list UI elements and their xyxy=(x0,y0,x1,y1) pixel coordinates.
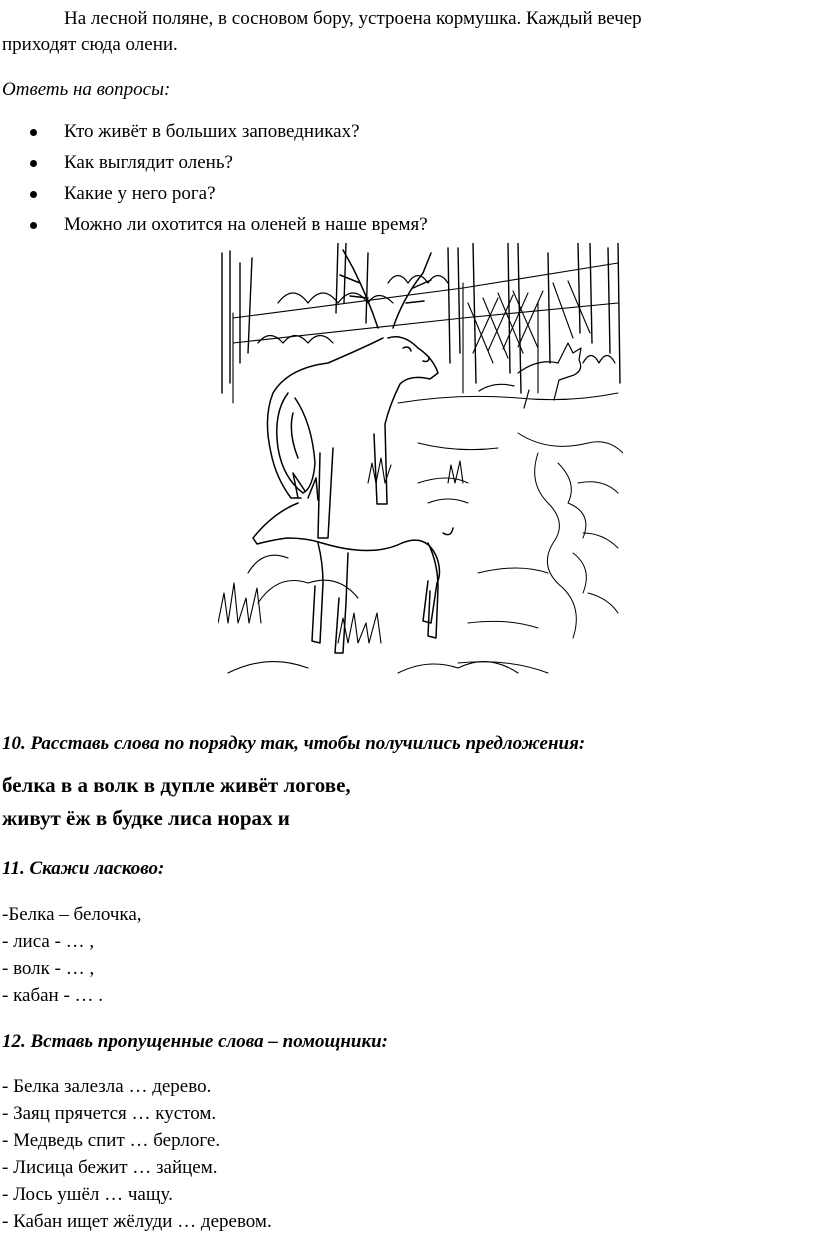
list-item: - волк - … , xyxy=(2,958,95,979)
intro-line-1: На лесной поляне, в сосновом бору, устроена кормушка. Каждый вечер xyxy=(64,8,642,29)
task10-line-1: белка в а волк в дупле живёт логове, xyxy=(2,773,351,797)
list-item: Можно ли охотится на оленей в наше время? xyxy=(0,213,428,244)
list-item: - Заяц прячется … кустом. xyxy=(2,1103,217,1124)
pine-foliage xyxy=(258,276,615,364)
bullet-icon xyxy=(30,129,37,136)
list-item: -Белка – белочка, xyxy=(2,904,142,925)
bullet-icon xyxy=(30,160,37,167)
task10-heading: 10. Расставь слова по порядку так, чтобы получились предложения: xyxy=(2,733,586,754)
list-item: - лиса - … , xyxy=(2,931,95,952)
list-item: Кто живёт в больших заповедниках? xyxy=(0,120,428,151)
task12-heading: 12. Вставь пропущенные слова – помощники: xyxy=(2,1031,388,1052)
answer-heading: Ответь на вопросы: xyxy=(2,79,171,100)
small-deer xyxy=(253,473,453,653)
question-list xyxy=(0,120,428,244)
list-item: - Лисица бежит … зайцем. xyxy=(2,1157,218,1178)
list-item: - Кабан ищет жёлуди … деревом. xyxy=(2,1211,272,1232)
bullet-icon xyxy=(30,191,37,198)
deer-forest-illustration xyxy=(218,243,623,683)
intro-line-2: приходят сюда олени. xyxy=(2,34,178,55)
bullet-icon xyxy=(30,222,37,229)
task10-line-2: живут ёж в будке лиса норах и xyxy=(2,806,290,830)
list-item: Какие у него рога? xyxy=(0,182,428,213)
list-item: - Медведь спит … берлоге. xyxy=(2,1130,221,1151)
fence xyxy=(233,263,618,403)
fox-outline xyxy=(479,343,581,408)
tree-trunks xyxy=(222,243,620,393)
list-item: - Лось ушёл … чащу. xyxy=(2,1184,173,1205)
task11-heading: 11. Скажи ласково: xyxy=(2,858,165,879)
ground-lines xyxy=(398,393,623,673)
list-item: - Белка залезла … дерево. xyxy=(2,1076,212,1097)
list-item: Как выглядит олень? xyxy=(0,151,428,182)
list-item: - кабан - … . xyxy=(2,985,104,1006)
grass-shrubs xyxy=(218,458,518,673)
